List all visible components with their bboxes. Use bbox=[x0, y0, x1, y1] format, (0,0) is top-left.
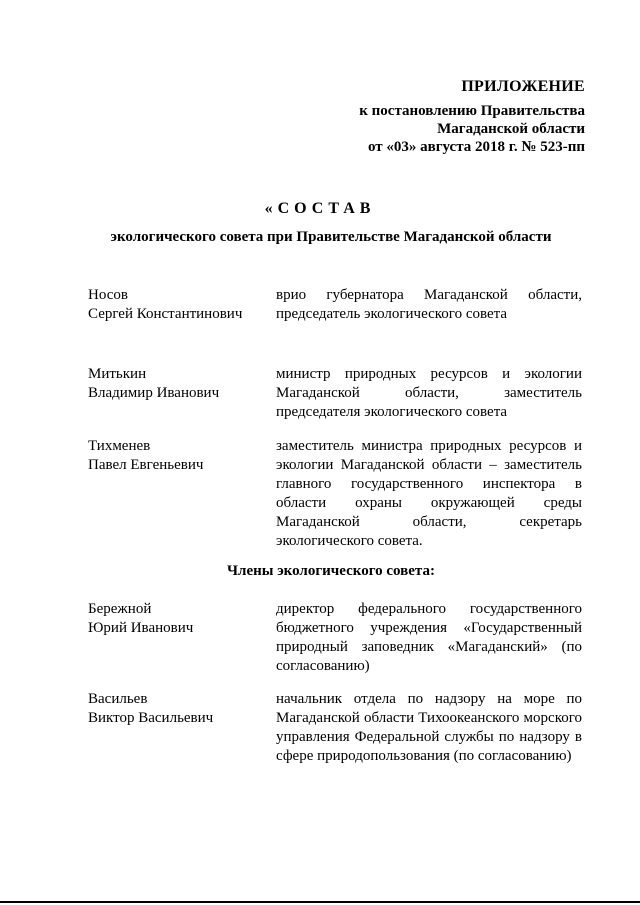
person-name bbox=[88, 690, 268, 728]
appendix-label: ПРИЛОЖЕНИЕ bbox=[461, 78, 585, 95]
surname: Носов bbox=[88, 287, 128, 303]
document-title: «СОСТАВ bbox=[264, 200, 376, 217]
given-names: Владимир Иванович bbox=[88, 385, 220, 401]
appendix-line-2: Магаданской области bbox=[437, 121, 585, 137]
surname: Митькин bbox=[88, 366, 147, 382]
person-name bbox=[88, 286, 268, 324]
person-role: начальник отдела по надзору на море по Магаданской области Тихоокеанского морского управления Федеральной службы по надзору в сфере природопользования (по согласованию) bbox=[276, 691, 582, 764]
person-name bbox=[88, 365, 268, 403]
surname: Тихменев bbox=[88, 438, 151, 454]
given-names: Сергей Константинович bbox=[88, 306, 243, 322]
person-role: заместитель министра природных ресурсов и экологии Магаданской области – заместитель главного государственного инспектора в области охраны окружающей среды Магаданской области, секретарь экологического совета. bbox=[276, 438, 582, 549]
appendix-line-3: от «03» августа 2018 г. № 523-пп bbox=[367, 139, 585, 155]
given-names: Павел Евгеньевич bbox=[88, 457, 204, 473]
person-role: директор федерального государственного бюджетного учреждения «Государственный природный заповедник «Магаданский» (по согласованию) bbox=[276, 601, 582, 674]
surname: Васильев bbox=[88, 691, 148, 707]
page-bottom-border bbox=[0, 901, 640, 903]
appendix-header bbox=[285, 78, 585, 156]
given-names: Виктор Васильевич bbox=[88, 710, 214, 726]
surname: Бережной bbox=[88, 601, 152, 617]
person-name bbox=[88, 600, 268, 638]
person-role: министр природных ресурсов и экологии Магаданской области, заместитель председателя экологического совета bbox=[276, 366, 582, 420]
appendix-line-1: к постановлению Правительства bbox=[359, 103, 585, 119]
given-names: Юрий Иванович bbox=[88, 620, 194, 636]
document-subtitle: экологического совета при Правительстве Магаданской области bbox=[110, 229, 552, 245]
person-role: врио губернатора Магаданской области, председатель экологического совета bbox=[276, 287, 582, 322]
person-name bbox=[88, 437, 268, 475]
members-heading: Члены экологического совета: bbox=[227, 563, 435, 579]
